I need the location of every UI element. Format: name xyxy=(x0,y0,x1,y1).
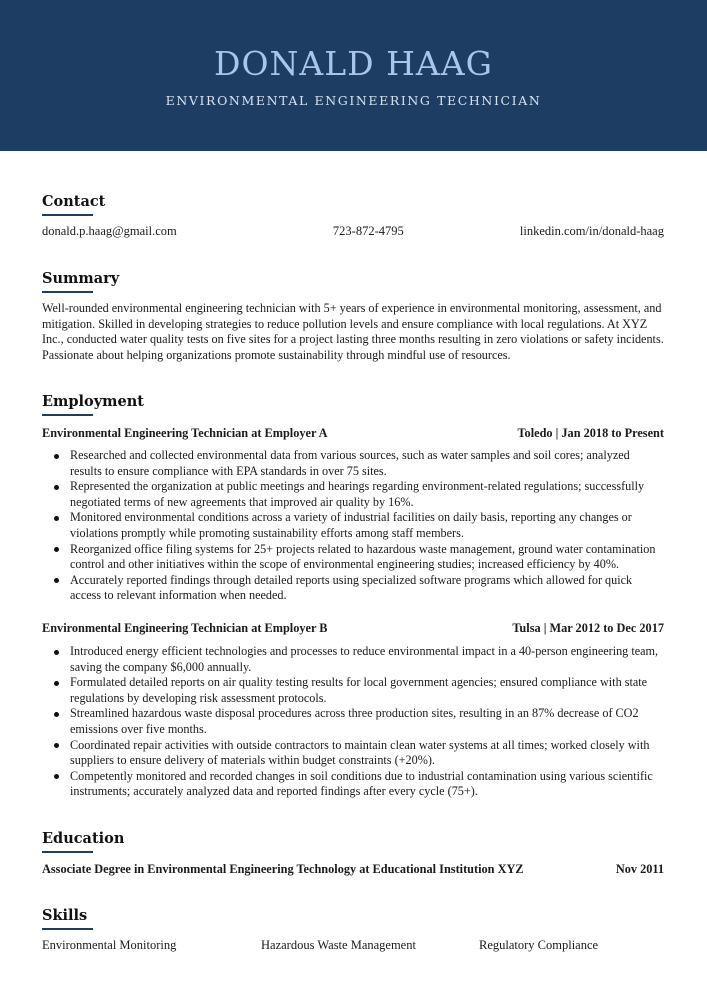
education-heading-rule xyxy=(42,851,93,853)
job-header xyxy=(42,621,664,636)
job-bullet: Coordinated repair activities with outside contractors to maintain clean water systems at all times; worked closely with suppliers to ensure delivery of materials within budget constraints (+20%). xyxy=(42,738,664,769)
employment-heading-rule xyxy=(42,414,93,416)
job-bullet: Introduced energy efficient technologies and processes to reduce environmental impact in a 40-person engineering team, saving the company $6,000 annually. xyxy=(42,644,664,675)
candidate-name: DONALD HAAG xyxy=(214,44,493,83)
summary-heading: Summary xyxy=(42,270,120,287)
job-location-dates: Tulsa | Mar 2012 to Dec 2017 xyxy=(512,621,664,635)
skill-item: Regulatory Compliance xyxy=(479,938,599,952)
summary-heading-rule xyxy=(42,291,93,293)
employment-heading: Employment xyxy=(42,393,144,410)
job-bullet: Monitored environmental conditions across a variety of industrial facilities on daily basis, reporting any changes or violations promptly while promoting sustainability efforts among staff members. xyxy=(42,510,664,541)
education-date: Nov 2011 xyxy=(615,862,664,876)
contact-heading: Contact xyxy=(42,193,106,210)
job-bullet: Streamlined hazardous waste disposal procedures across three production sites, resulting in an 87% decrease of CO2 emissions over five months. xyxy=(42,706,664,737)
summary-text: Well-rounded environmental engineering technician with 5+ years of experience in environmental monitoring, assessment, and mitigation. Skilled in developing strategies to reduce pollution levels and ensure compliance with local regulations. At XYZ Inc., conducted water quality tests on five sites for a project lasting three months resulting in zero violations or safety incidents. Passionate about helping organizations promote sustainability through mindful use of resources. xyxy=(42,301,664,362)
candidate-title: ENVIRONMENTAL ENGINEERING TECHNICIAN xyxy=(165,93,542,108)
skill-item: Hazardous Waste Management xyxy=(261,938,416,952)
job-location-dates: Toledo | Jan 2018 to Present xyxy=(517,426,664,440)
skills-heading: Skills xyxy=(42,907,88,924)
job-bullet-list xyxy=(42,644,664,800)
education-entry xyxy=(42,862,664,877)
job-bullet: Represented the organization at public meetings and hearings regarding environment-related regulations; successfully negotiated terms of new agreements that improved air quality by 16%. xyxy=(42,479,664,510)
contact-row xyxy=(42,224,664,239)
education-degree: Associate Degree in Environmental Engineering Technology at Educational Institution XYZ xyxy=(42,862,524,876)
job-bullet: Researched and collected environmental data from various sources, such as water samples and soil cores; analyzed results to ensure compliance with EPA standards in over 75 sites. xyxy=(42,448,664,479)
contact-email[interactable]: donald.p.haag@gmail.com xyxy=(42,224,177,238)
contact-heading-rule xyxy=(42,214,93,216)
job-title: Environmental Engineering Technician at Employer A xyxy=(42,426,328,440)
education-heading: Education xyxy=(42,830,125,847)
resume-header xyxy=(0,0,707,151)
job-bullet: Accurately reported findings through detailed reports using specialized software programs which allowed for quick access to relevant information when needed. xyxy=(42,573,664,604)
contact-linkedin[interactable]: linkedin.com/in/donald-haag xyxy=(519,224,664,238)
job-header xyxy=(42,426,664,441)
job-bullet-list xyxy=(42,448,664,604)
skills-heading-rule xyxy=(42,928,93,930)
job-bullet: Competently monitored and recorded changes in soil conditions due to industrial contamination using various scientific instruments; accurately analyzed data and reported findings after every cycle (75+). xyxy=(42,769,664,800)
skill-item: Environmental Monitoring xyxy=(42,938,177,952)
job-bullet: Reorganized office filing systems for 25+ projects related to hazardous waste management, ground water contamination control and other initiatives within the scope of environmental engineering studies; increased efficiency by 40%. xyxy=(42,542,664,573)
job-bullet: Formulated detailed reports on air quality testing results for local government agencies; ensured compliance with state regulations by developing risk assessment protocols. xyxy=(42,675,664,706)
job-title: Environmental Engineering Technician at Employer B xyxy=(42,621,328,635)
contact-phone[interactable]: 723-872-4795 xyxy=(332,224,404,238)
